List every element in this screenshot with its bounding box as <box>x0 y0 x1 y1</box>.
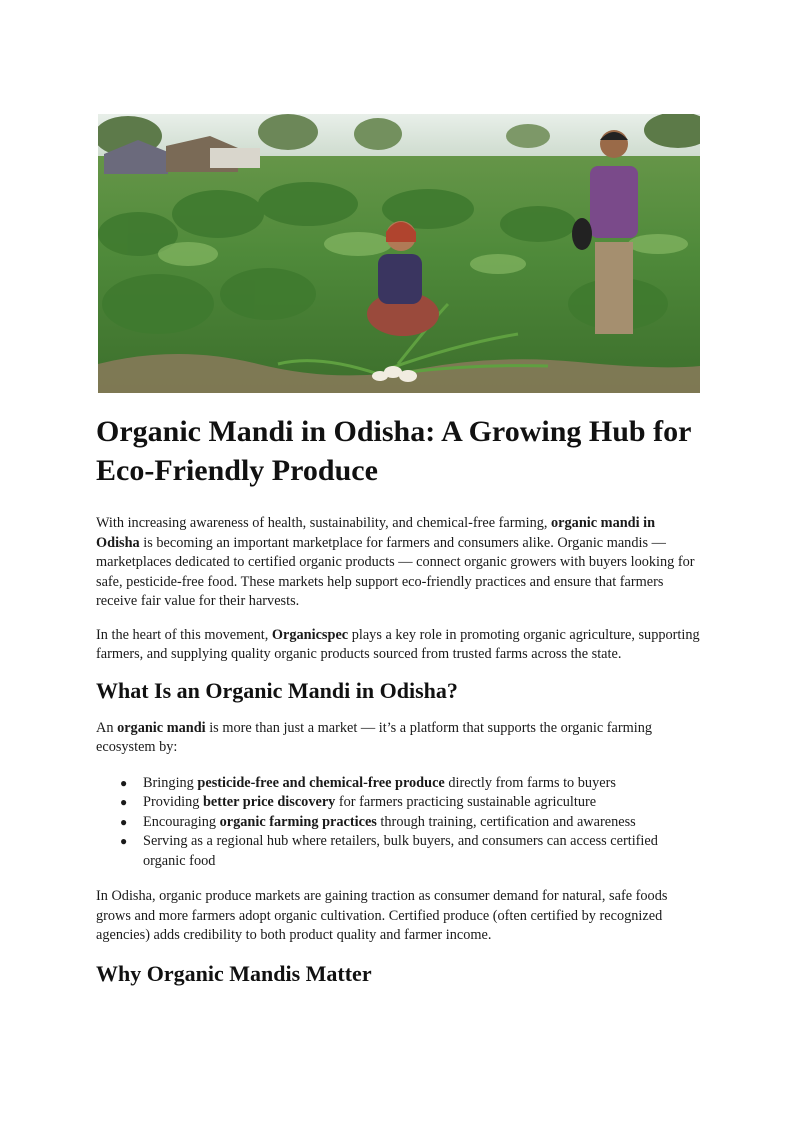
section-heading-why-matter: Why Organic Mandis Matter <box>96 960 372 986</box>
benefits-list <box>96 774 702 872</box>
bullet-icon: ● <box>120 814 128 829</box>
article-body <box>96 412 702 988</box>
page-title: Organic Mandi in Odisha: A Growing Hub for Eco-Friendly Produce <box>96 415 691 487</box>
farm-field-photo-icon <box>98 114 700 393</box>
keyword-organic-mandi-odisha: organic mandi in Odisha <box>96 515 656 551</box>
bullet-icon: ● <box>120 775 128 790</box>
section1-closing: In Odisha, organic produce markets are gaining traction as consumer demand for natural, safe foods grows and more farmers adopt organic cultivation. Certified produce (often certified by recognized agencies) adds credibility to both product quality and farmer income. <box>96 888 668 943</box>
hero-image <box>98 114 700 393</box>
section-heading-what-is: What Is an Organic Mandi in Odisha? <box>96 677 458 703</box>
bullet-icon: ● <box>120 795 128 809</box>
list-item: ● Serving as a regional hub where retailers, bulk buyers, and consumers can access certified organic food <box>120 833 658 869</box>
intro-paragraph-1: With increasing awareness of health, sustainability, and chemical-free farming, organic mandi in Odisha is becoming an important marketplace for farmers and consumers alike. Organic mandis — marketplaces dedicated to certified organic products — connect organic growers with buyers looking for safe, pesticide-free food. These markets help support eco-friendly practices and ensure that farmers receive fair value for their harvests. <box>96 515 695 609</box>
intro-paragraph-2: In the heart of this movement, Organicspec plays a key role in promoting organic agriculture, supporting farmers, and supplying quality organic products sourced from trusted farms across the state. <box>96 626 700 662</box>
keyword-organicspec: Organicspec <box>271 626 349 643</box>
list-item: ● Bringing pesticide-free and chemical-free produce directly from farms to buyers <box>96 774 702 794</box>
list-item: ● Providing better price discovery for farmers practicing sustainable agriculture <box>96 793 702 813</box>
bullet-icon: ● <box>120 834 128 848</box>
section1-lead: An organic mandi is more than just a market — it’s a platform that supports the organic farming ecosystem by: <box>96 719 653 755</box>
list-item: ● Encouraging organic farming practices through training, certification and awareness <box>96 813 702 833</box>
keyword-organic-mandi: organic mandi <box>117 719 206 736</box>
